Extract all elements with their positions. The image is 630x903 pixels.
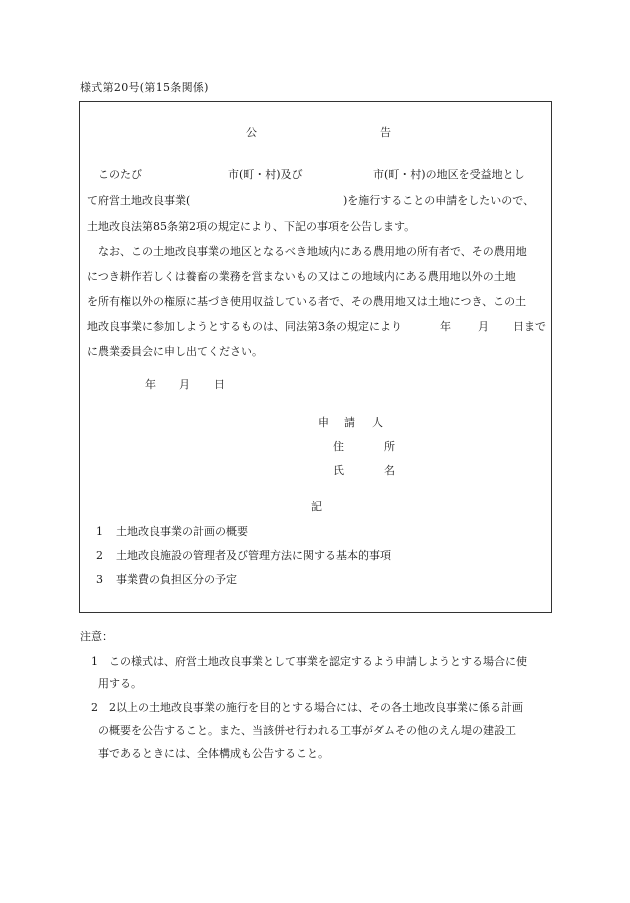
notice-title-right: 告: [380, 126, 391, 139]
applicant-label-char-2: 請: [344, 416, 355, 429]
para1-line3: 土地改良法第85条第2項の規定により、下記の事項を公告します。: [87, 220, 416, 233]
notice-title-left: 公: [246, 126, 257, 139]
para2-line5: に農業委員会に申し出てください。: [87, 345, 263, 358]
note-2-number: 2: [91, 701, 98, 714]
para1-line1-start: このたび: [98, 168, 142, 181]
applicant-label-char-1: 申: [318, 416, 329, 429]
applicant-name-char-1: 氏: [333, 464, 344, 477]
ki-heading: 記: [311, 500, 322, 513]
note-2-line1: 2以上の土地改良事業の施行を目的とする場合には、その各土地改良事業に係る計画: [109, 701, 523, 714]
para2-line4-text: 地改良事業に参加しようとするものは、同法第3条の規定により: [87, 320, 402, 333]
notes-heading: 注意：: [80, 630, 113, 643]
para2-line3: を所有権以外の権原に基づき使用収益している者で、その農用地又は土地につき、この土: [87, 295, 527, 308]
para1-line2-start: て府営土地改良事業(: [87, 194, 191, 207]
note-2-line3: 事であるときには、全体構成も公告すること。: [98, 747, 329, 760]
note-1-line1: この様式は、府営土地改良事業として事業を認定するよう申請しようとする場合に使: [109, 655, 527, 668]
applicant-address-char-2: 所: [384, 440, 395, 453]
item-1-text: 土地改良事業の計画の概要: [116, 525, 248, 538]
note-2-line2: の概要を公告すること。また、当該併せ行われる工事がダムその他のえん堤の建設工: [98, 724, 516, 737]
para1-line2-end: )を施行することの申請をしたいので、: [343, 194, 535, 207]
para2-line1: なお、この土地改良事業の地区となるべき地域内にある農用地の所有者で、その農用地: [98, 245, 527, 258]
item-2-number: 2: [96, 549, 103, 562]
applicant-name-char-2: 名: [384, 464, 395, 477]
para1-line1-city1: 市(町・村)及び: [228, 168, 303, 181]
note-1-number: 1: [91, 655, 98, 668]
date-year: 年: [145, 378, 156, 391]
para1-line1-city2: 市(町・村)の地区を受益地とし: [373, 168, 525, 181]
para2-line4-month: 月: [478, 320, 489, 333]
applicant-label-char-3: 人: [372, 416, 383, 429]
note-1-line2: 用する。: [98, 677, 142, 690]
item-1-number: 1: [96, 525, 103, 538]
date-day: 日: [214, 378, 225, 391]
item-3-text: 事業費の負担区分の予定: [116, 573, 237, 586]
form-number: 様式第20号(第15条関係): [80, 81, 209, 94]
item-3-number: 3: [96, 573, 103, 586]
item-2-text: 土地改良施設の管理者及び管理方法に関する基本的事項: [116, 549, 391, 562]
applicant-address-char-1: 住: [333, 440, 344, 453]
para2-line4-day: 日まで: [513, 320, 546, 333]
date-month: 月: [179, 378, 190, 391]
para2-line2: につき耕作若しくは養畜の業務を営まないもの又はこの地域内にある農用地以外の土地: [87, 270, 516, 283]
para2-line4-year: 年: [440, 320, 451, 333]
